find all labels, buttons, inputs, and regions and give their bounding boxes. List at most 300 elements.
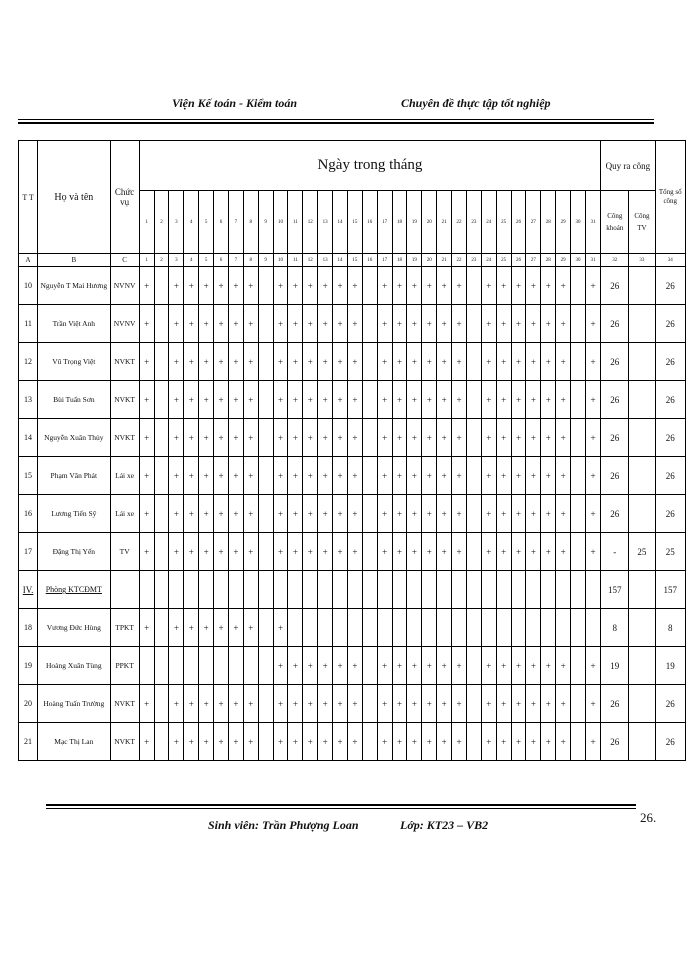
attendance-mark: + (273, 305, 288, 343)
attendance-mark: + (511, 419, 526, 457)
attendance-mark (362, 685, 377, 723)
attendance-mark (422, 609, 437, 647)
quy-ra-cong-header: Quy ra công (601, 141, 655, 191)
attendance-mark: + (184, 609, 199, 647)
attendance-mark: + (392, 495, 407, 533)
header-report-title: Chuyên đề thực tập tốt nghiệp (401, 96, 551, 110)
attendance-mark: + (437, 305, 452, 343)
section-khoan: 157 (601, 571, 629, 609)
attendance-mark (228, 647, 243, 685)
attendance-mark: + (556, 305, 571, 343)
attendance-mark: + (318, 723, 333, 761)
attendance-mark: + (214, 457, 229, 495)
attendance-mark: + (273, 609, 288, 647)
attendance-mark: + (392, 685, 407, 723)
attendance-mark: + (169, 343, 184, 381)
attendance-mark (437, 609, 452, 647)
attendance-mark (154, 419, 169, 457)
attendance-mark (258, 495, 273, 533)
day-number: 30 (571, 191, 586, 254)
employee-name: Hoàng Xuân Tùng (38, 647, 110, 685)
attendance-mark (333, 609, 348, 647)
code-day: 2 (154, 254, 169, 267)
total-value: 19 (655, 647, 686, 685)
attendance-mark: + (496, 495, 511, 533)
attendance-mark: + (303, 495, 318, 533)
attendance-mark: + (377, 381, 392, 419)
attendance-mark: + (437, 647, 452, 685)
attendance-mark: + (288, 305, 303, 343)
attendance-mark: + (347, 419, 362, 457)
attendance-mark (571, 343, 586, 381)
section-day-empty (184, 571, 199, 609)
section-role-empty (110, 571, 139, 609)
attendance-mark: + (288, 381, 303, 419)
attendance-mark: + (452, 419, 467, 457)
section-day-empty (228, 571, 243, 609)
attendance-mark: + (422, 647, 437, 685)
attendance-mark: + (184, 305, 199, 343)
attendance-mark: + (585, 685, 600, 723)
attendance-mark: + (407, 647, 422, 685)
attendance-mark: + (288, 457, 303, 495)
total-value: 8 (655, 609, 686, 647)
attendance-mark: + (214, 685, 229, 723)
attendance-mark (511, 609, 526, 647)
section-day-empty (214, 571, 229, 609)
total-value: 26 (655, 419, 686, 457)
attendance-mark (154, 305, 169, 343)
attendance-mark: + (318, 457, 333, 495)
footer-rule (46, 808, 636, 809)
attendance-mark: + (481, 419, 496, 457)
attendance-mark: + (333, 723, 348, 761)
attendance-mark (362, 305, 377, 343)
total-value: 26 (655, 305, 686, 343)
cong-tv-value (629, 381, 655, 419)
attendance-mark: + (333, 419, 348, 457)
attendance-mark: + (526, 685, 541, 723)
attendance-mark: + (303, 305, 318, 343)
section-day-empty (452, 571, 467, 609)
attendance-mark: + (437, 723, 452, 761)
attendance-mark (258, 533, 273, 571)
attendance-mark: + (377, 685, 392, 723)
cong-tv-value (629, 267, 655, 305)
attendance-mark: + (481, 723, 496, 761)
attendance-mark: + (318, 381, 333, 419)
code-day: 23 (466, 254, 481, 267)
attendance-mark: + (303, 457, 318, 495)
attendance-mark: + (437, 457, 452, 495)
attendance-mark (258, 685, 273, 723)
attendance-mark (466, 495, 481, 533)
day-number: 25 (496, 191, 511, 254)
section-row (19, 571, 686, 609)
section-day-empty (556, 571, 571, 609)
attendance-mark (526, 609, 541, 647)
cong-khoan-value: 26 (601, 723, 629, 761)
attendance-mark: + (392, 647, 407, 685)
attendance-mark: + (184, 267, 199, 305)
attendance-mark (214, 647, 229, 685)
cong-khoan-value: 26 (601, 267, 629, 305)
employee-row (19, 381, 686, 419)
day-number: 9 (258, 191, 273, 254)
footer-rule-thick (46, 804, 636, 806)
attendance-mark: + (303, 381, 318, 419)
attendance-mark: + (347, 457, 362, 495)
section-day-empty (437, 571, 452, 609)
attendance-mark (243, 647, 258, 685)
attendance-mark: + (541, 305, 556, 343)
attendance-mark: + (273, 381, 288, 419)
attendance-mark: + (377, 723, 392, 761)
attendance-mark: + (139, 381, 154, 419)
attendance-mark: + (585, 343, 600, 381)
code-day: 10 (273, 254, 288, 267)
employee-name: Nguyễn T Mai Hương (38, 267, 110, 305)
total-value: 26 (655, 267, 686, 305)
employee-index: 15 (19, 457, 38, 495)
attendance-mark (362, 495, 377, 533)
employee-role: Lái xe (110, 457, 139, 495)
attendance-mark: + (184, 533, 199, 571)
attendance-mark: + (169, 495, 184, 533)
employee-row (19, 609, 686, 647)
attendance-mark: + (273, 343, 288, 381)
cong-khoan-value: 26 (601, 381, 629, 419)
attendance-mark: + (377, 343, 392, 381)
attendance-mark: + (169, 457, 184, 495)
cong-tv-value (629, 685, 655, 723)
attendance-mark: + (169, 685, 184, 723)
attendance-mark (303, 609, 318, 647)
attendance-mark (466, 457, 481, 495)
attendance-mark: + (288, 343, 303, 381)
attendance-mark: + (496, 267, 511, 305)
employee-index: 14 (19, 419, 38, 457)
attendance-mark: + (437, 495, 452, 533)
attendance-mark: + (392, 305, 407, 343)
code-day: 19 (407, 254, 422, 267)
attendance-mark: + (139, 419, 154, 457)
attendance-mark: + (184, 457, 199, 495)
attendance-mark (362, 723, 377, 761)
attendance-mark: + (347, 267, 362, 305)
employee-row (19, 343, 686, 381)
attendance-mark (258, 419, 273, 457)
attendance-mark: + (437, 267, 452, 305)
day-number: 8 (243, 191, 258, 254)
attendance-mark (571, 685, 586, 723)
attendance-mark: + (139, 609, 154, 647)
code-day: 12 (303, 254, 318, 267)
day-number: 5 (199, 191, 214, 254)
attendance-mark: + (392, 267, 407, 305)
code-day: 24 (481, 254, 496, 267)
total-value: 26 (655, 495, 686, 533)
day-number: 11 (288, 191, 303, 254)
attendance-mark (571, 267, 586, 305)
attendance-mark: + (556, 267, 571, 305)
attendance-mark: + (184, 381, 199, 419)
attendance-mark: + (541, 685, 556, 723)
employee-name: Đặng Thị Yến (38, 533, 110, 571)
attendance-mark: + (139, 267, 154, 305)
attendance-mark: + (496, 685, 511, 723)
attendance-mark: + (422, 723, 437, 761)
employee-role: NVKT (110, 343, 139, 381)
attendance-mark (466, 419, 481, 457)
employee-index: 12 (19, 343, 38, 381)
attendance-mark: + (228, 381, 243, 419)
attendance-mark (362, 343, 377, 381)
attendance-mark (258, 343, 273, 381)
attendance-mark: + (199, 723, 214, 761)
section-day-empty (303, 571, 318, 609)
attendance-mark: + (585, 533, 600, 571)
section-day-empty (481, 571, 496, 609)
attendance-mark: + (437, 419, 452, 457)
attendance-mark: + (585, 267, 600, 305)
attendance-mark: + (585, 457, 600, 495)
code-day: 26 (511, 254, 526, 267)
attendance-mark: + (243, 457, 258, 495)
attendance-mark (466, 305, 481, 343)
attendance-mark (154, 381, 169, 419)
attendance-mark: + (585, 647, 600, 685)
code-day: 27 (526, 254, 541, 267)
attendance-mark: + (526, 343, 541, 381)
attendance-mark: + (288, 533, 303, 571)
total-value: 25 (655, 533, 686, 571)
attendance-mark: + (288, 495, 303, 533)
employee-row (19, 685, 686, 723)
attendance-mark: + (214, 723, 229, 761)
attendance-mark: + (214, 381, 229, 419)
employee-index: 21 (19, 723, 38, 761)
attendance-mark: + (437, 685, 452, 723)
attendance-mark: + (199, 381, 214, 419)
attendance-mark: + (526, 647, 541, 685)
employee-index: 16 (19, 495, 38, 533)
attendance-mark: + (318, 495, 333, 533)
attendance-mark: + (273, 723, 288, 761)
code-day: 9 (258, 254, 273, 267)
attendance-mark: + (288, 647, 303, 685)
attendance-mark: + (169, 533, 184, 571)
attendance-mark (258, 647, 273, 685)
attendance-mark (362, 457, 377, 495)
code-day: 5 (199, 254, 214, 267)
attendance-mark: + (243, 381, 258, 419)
employee-row (19, 267, 686, 305)
attendance-mark (362, 267, 377, 305)
employee-row (19, 495, 686, 533)
col-name-header: Họ và tên (38, 141, 110, 254)
section-day-empty (585, 571, 600, 609)
cong-tv-value (629, 419, 655, 457)
attendance-mark (362, 419, 377, 457)
employee-name: Mạc Thị Lan (38, 723, 110, 761)
cong-tv-value (629, 647, 655, 685)
attendance-mark (362, 609, 377, 647)
cong-khoan-value: - (601, 533, 629, 571)
employee-role: PPKT (110, 647, 139, 685)
attendance-mark: + (407, 267, 422, 305)
attendance-mark (407, 609, 422, 647)
section-day-empty (169, 571, 184, 609)
day-number: 4 (184, 191, 199, 254)
attendance-mark: + (214, 343, 229, 381)
section-day-empty (273, 571, 288, 609)
footer-class: Lớp: KT23 – VB2 (400, 818, 489, 832)
attendance-mark (184, 647, 199, 685)
attendance-mark (154, 533, 169, 571)
section-day-empty (243, 571, 258, 609)
attendance-mark: + (228, 723, 243, 761)
total-value: 26 (655, 343, 686, 381)
attendance-mark: + (392, 381, 407, 419)
attendance-mark: + (481, 381, 496, 419)
cong-khoan-value: 26 (601, 305, 629, 343)
employee-row (19, 305, 686, 343)
employee-name: Lương Tiến Sỹ (38, 495, 110, 533)
header-rule (18, 119, 654, 120)
section-day-empty (466, 571, 481, 609)
code-day: 15 (347, 254, 362, 267)
attendance-mark: + (526, 305, 541, 343)
attendance-mark: + (452, 305, 467, 343)
attendance-mark: + (243, 609, 258, 647)
total-value: 26 (655, 381, 686, 419)
attendance-mark: + (556, 723, 571, 761)
attendance-mark: + (199, 495, 214, 533)
section-day-empty (571, 571, 586, 609)
section-day-empty (154, 571, 169, 609)
code-tong: 34 (655, 254, 686, 267)
attendance-mark: + (407, 419, 422, 457)
attendance-mark: + (585, 723, 600, 761)
attendance-mark (466, 267, 481, 305)
attendance-mark: + (377, 267, 392, 305)
attendance-mark (258, 381, 273, 419)
attendance-mark: + (347, 647, 362, 685)
attendance-mark (362, 647, 377, 685)
day-number: 15 (347, 191, 362, 254)
attendance-mark: + (184, 495, 199, 533)
attendance-mark (466, 685, 481, 723)
attendance-mark: + (422, 305, 437, 343)
day-number: 6 (214, 191, 229, 254)
code-day: 16 (362, 254, 377, 267)
section-total: 157 (655, 571, 686, 609)
attendance-mark: + (199, 305, 214, 343)
attendance-mark: + (556, 457, 571, 495)
employee-role: NVKT (110, 419, 139, 457)
attendance-mark: + (228, 457, 243, 495)
attendance-mark: + (214, 495, 229, 533)
attendance-mark (258, 723, 273, 761)
section-day-empty (258, 571, 273, 609)
code-day: 3 (169, 254, 184, 267)
attendance-mark: + (407, 533, 422, 571)
attendance-mark: + (556, 495, 571, 533)
attendance-mark: + (452, 647, 467, 685)
attendance-mark: + (243, 723, 258, 761)
attendance-mark: + (273, 647, 288, 685)
attendance-mark: + (407, 723, 422, 761)
attendance-mark: + (273, 457, 288, 495)
footer-student: Sinh viên: Trần Phượng Loan (208, 818, 359, 832)
code-day: 7 (228, 254, 243, 267)
attendance-mark: + (496, 305, 511, 343)
attendance-mark: + (318, 419, 333, 457)
code-day: 18 (392, 254, 407, 267)
attendance-mark (481, 609, 496, 647)
attendance-mark: + (347, 495, 362, 533)
attendance-mark: + (214, 533, 229, 571)
attendance-mark (466, 723, 481, 761)
attendance-mark: + (481, 267, 496, 305)
attendance-mark: + (377, 647, 392, 685)
cong-tv-value (629, 495, 655, 533)
attendance-mark: + (273, 419, 288, 457)
attendance-mark: + (511, 533, 526, 571)
employee-index: 19 (19, 647, 38, 685)
section-day-empty (347, 571, 362, 609)
attendance-mark (541, 609, 556, 647)
employee-index: 13 (19, 381, 38, 419)
attendance-mark: + (347, 533, 362, 571)
cong-khoan-value: 26 (601, 685, 629, 723)
attendance-mark: + (169, 723, 184, 761)
attendance-mark: + (541, 343, 556, 381)
attendance-mark (585, 609, 600, 647)
attendance-mark: + (407, 305, 422, 343)
cong-khoan-value: 19 (601, 647, 629, 685)
attendance-mark: + (243, 685, 258, 723)
attendance-mark: + (556, 685, 571, 723)
attendance-mark: + (169, 419, 184, 457)
attendance-mark: + (273, 267, 288, 305)
attendance-mark: + (437, 343, 452, 381)
attendance-mark: + (139, 305, 154, 343)
attendance-mark: + (392, 419, 407, 457)
employee-role: NVNV (110, 305, 139, 343)
attendance-mark (154, 457, 169, 495)
cong-tv-value (629, 609, 655, 647)
section-day-empty (392, 571, 407, 609)
code-day: 21 (437, 254, 452, 267)
attendance-mark: + (496, 343, 511, 381)
attendance-mark: + (556, 533, 571, 571)
attendance-mark: + (511, 267, 526, 305)
attendance-mark: + (303, 723, 318, 761)
cong-tv-header: Công TV (629, 191, 655, 254)
attendance-mark: + (452, 495, 467, 533)
day-number: 26 (511, 191, 526, 254)
attendance-mark: + (511, 381, 526, 419)
attendance-mark (466, 533, 481, 571)
attendance-mark: + (556, 419, 571, 457)
total-value: 26 (655, 723, 686, 761)
attendance-mark: + (407, 343, 422, 381)
day-number: 27 (526, 191, 541, 254)
attendance-mark: + (526, 457, 541, 495)
attendance-mark (571, 381, 586, 419)
